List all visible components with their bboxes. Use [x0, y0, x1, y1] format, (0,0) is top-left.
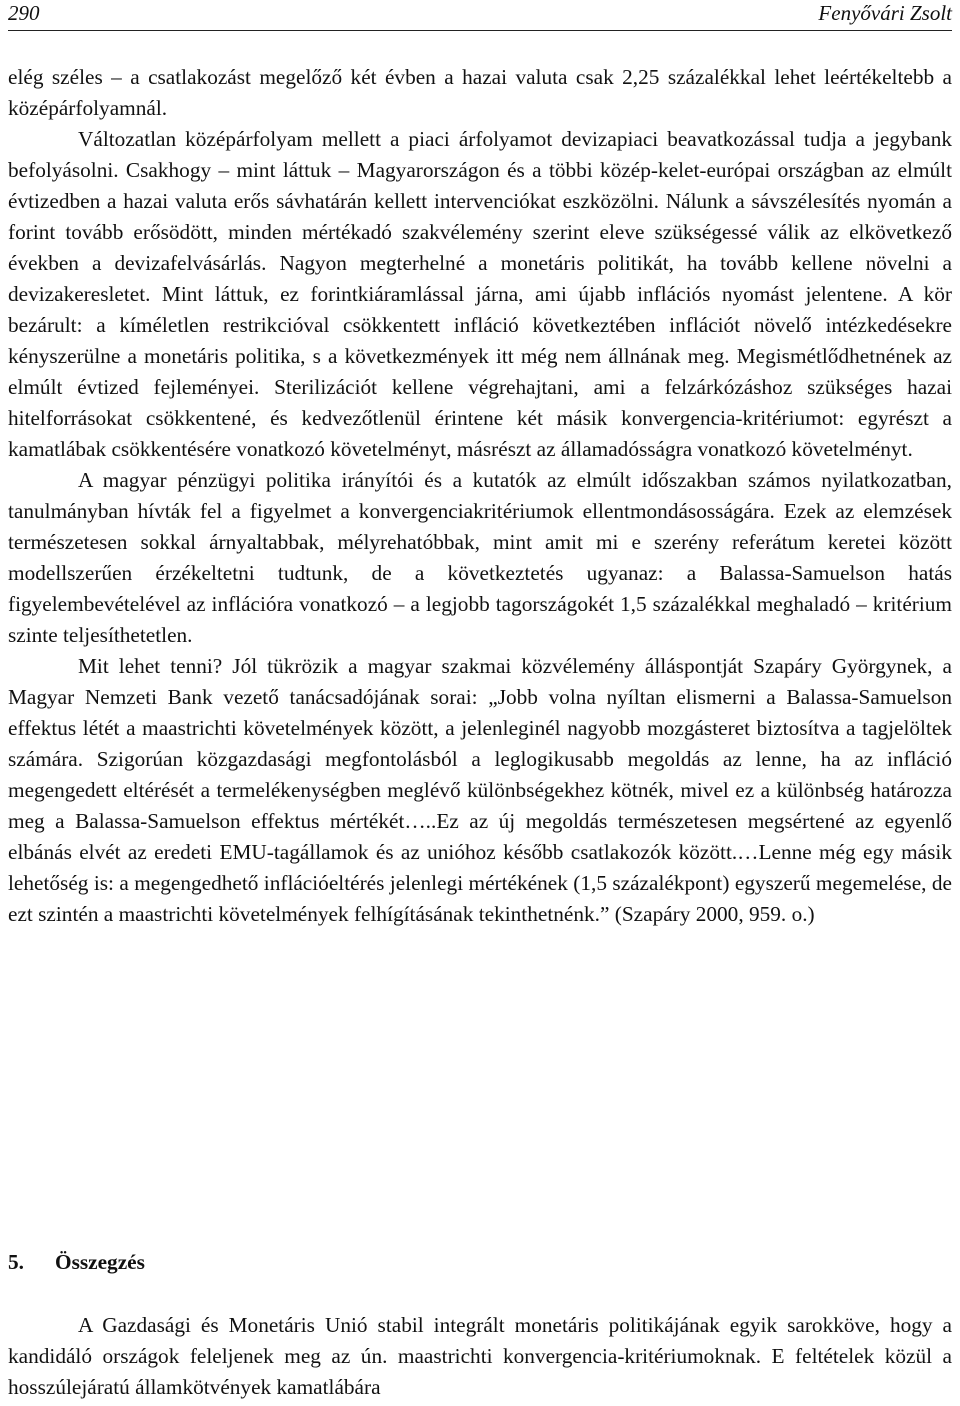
paragraph: Mit lehet tenni? Jól tükrözik a magyar szakmai közvélemény álláspontját Szapáry Györgynek, a Magyar Nemzeti Bank vezető tanácsadójának sorai: „Jobb volna nyíltan elismerni a Balassa-Samuelson effektus létét a maastrichti követelmények között, a jelenleginél nagyobb mozgásteret biztosítva a tagjelöltek számára. Szigorúan közgazdasági megfontolásból a leglogikusabb megoldás az lenne, ha az infláció megengedett eltérését a termelékenységben meglévő különbségekhez kötnék, mivel ez a különbség határozza meg a Balassa-Samuelson effektus mértékét…..Ez az új megoldás természetesen megsértené az egyenlő elbánás elvét az eredeti EMU-tagállamok és az unióhoz később csatlakozók között.…Lenne még egy másik lehetőség is: a megengedhető inflációeltérés jelenlegi mértékének (1,5 százalékpont) egyszerű megemelése, de ezt szintén a maastrichti követelmények felhígításának tekinthetnénk.” (Szapáry 2000, 959. o.) — [8, 654, 952, 926]
paragraph: elég széles – a csatlakozást megelőző két évben a hazai valuta csak 2,25 százalékkal lehet leértékeltebb a középárfolyamnál. — [8, 65, 952, 120]
paragraph: A magyar pénzügyi politika irányítói és a kutatók az elmúlt időszakban számos nyilatkozatban, tanulmányban hívták fel a figyelmet a konvergenciakritériumok ellentmondásosságára. Ezek az elemzések természetesen sokkal árnyaltabbak, mélyrehatóbbak, mint amit mi e szerény referátum keretei között modellszerűen érzékeltetni tudtunk, de a következtetés ugyanaz: a Balassa-Samuelson hatás figyelembevételével az inflációra vonatkozó – a legjobb tagországokét 1,5 százalékkal meghaladó – kritérium szinte teljesíthetetlen. — [8, 468, 952, 647]
closing-text — [8, 1310, 952, 1403]
running-header — [8, 0, 952, 31]
page-number: 290 — [8, 1, 40, 25]
running-header-author: Fenyővári Zsolt — [818, 1, 952, 25]
body-text — [8, 62, 952, 930]
paragraph: Változatlan középárfolyam mellett a piaci árfolyamot devizapiaci beavatkozással tudja a jegybank befolyásolni. Csakhogy – mint láttuk – Magyarországon és a többi közép-kelet-európai országban az elmúlt évtizedben a hazai valuta erős sávhatárán kellett intervenciókat eszközölni. Nálunk a sávszélesítés nyomán a forint tovább erősödött, minden mértékadó szakvélemény szerint eleve szükségessé válik az elkövetkező években a devizafelvásárlás. Nagyon megterhelné a monetáris politikát, ha tovább kellene növelni a devizakeresletet. Mint láttuk, ez forintkiáramlással járna, ami újabb inflációs nyomást jelentene. A kör bezárult: a kíméletlen restrikcióval csökkentett infláció következtében inflációt növelő intézkedésekre kényszerülne a monetáris politika, s a következmények itt még nem állnának meg. Megismétlődhetnének az elmúlt évtized fejleményei. Sterilizációt kellene végrehajtani, ami a felzárkózáshoz szükséges hazai hitelforrásokat csökkentené, és kedvezőtlenül érintene két másik konvergencia-kritériumot: egyrészt a kamatlábak csökkentésére vonatkozó követelményt, másrészt az államadósságra vonatkozó követelményt. — [8, 127, 952, 461]
section-heading — [8, 1247, 145, 1278]
paragraph: A Gazdasági és Monetáris Unió stabil integrált monetáris politikájának egyik sarokköve, hogy a kandidáló országok feleljenek meg az ún. maastrichti konvergencia-kritériumoknak. E feltételek közül a hosszúlejáratú államkötvények kamatlábára — [8, 1313, 952, 1399]
section-number: 5. — [8, 1250, 24, 1274]
section-title: Összegzés — [55, 1250, 145, 1274]
